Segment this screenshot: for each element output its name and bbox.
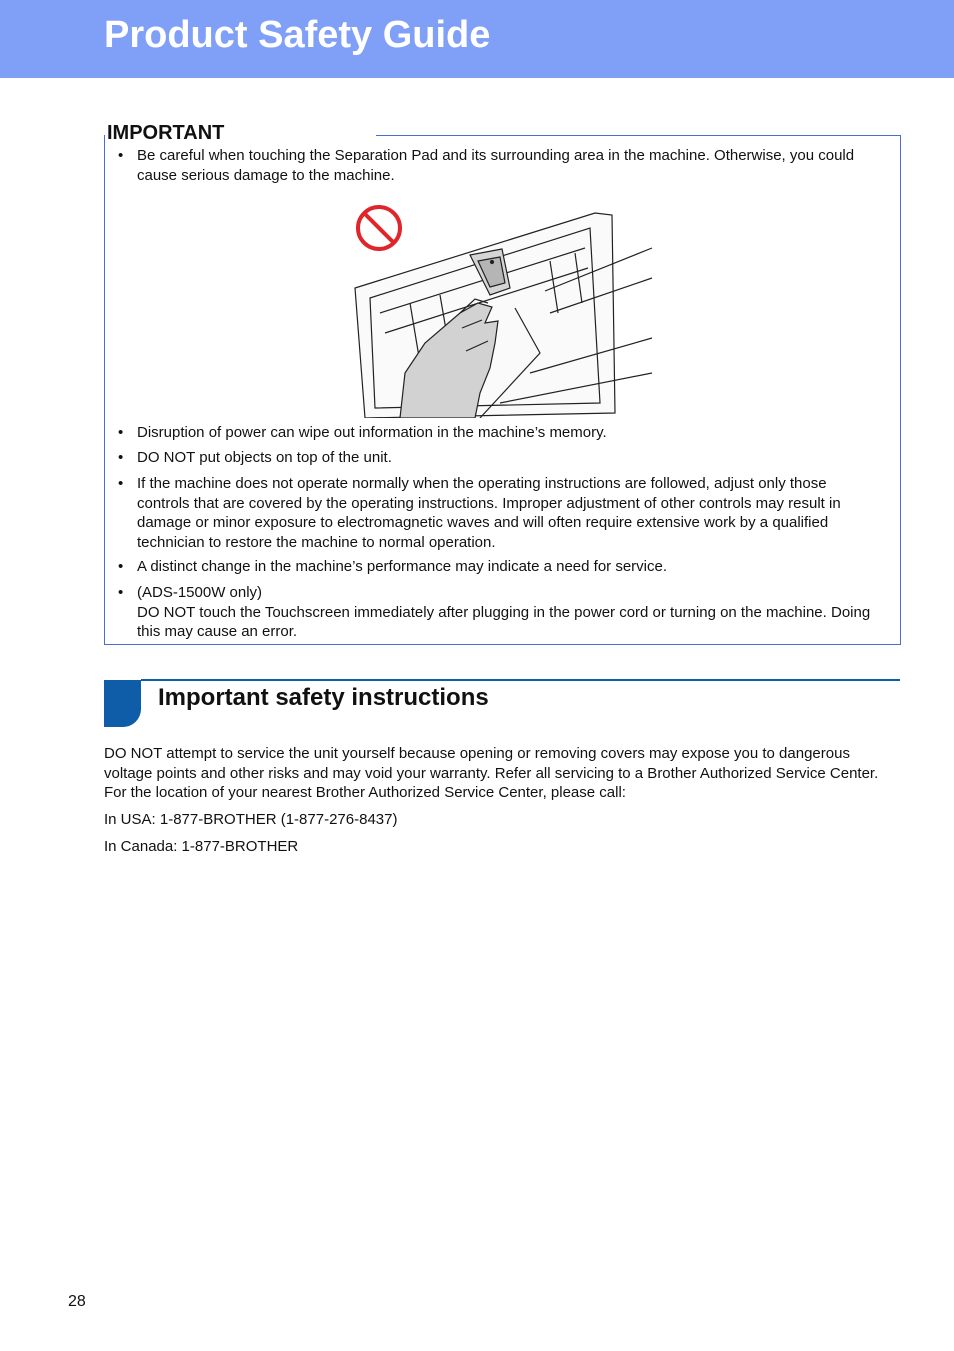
separation-pad-illustration xyxy=(350,203,655,418)
important-box xyxy=(104,135,901,645)
bullet-symbol: • xyxy=(118,558,124,575)
important-label: IMPORTANT xyxy=(107,122,225,144)
page-title: Product Safety Guide xyxy=(104,14,491,56)
scanner-icon xyxy=(355,213,652,418)
bullet-symbol: • xyxy=(118,475,124,492)
bullet-item xyxy=(118,557,878,577)
bullet-symbol: • xyxy=(118,449,124,466)
bullet-symbol: • xyxy=(118,584,124,601)
bullet-item xyxy=(118,474,878,552)
section-rule xyxy=(141,679,900,681)
bullet-item xyxy=(118,448,878,468)
bullet-text: Be careful when touching the Separation Pad and its surrounding area in the machine. Otherwise, you could cause serious damage to the machine. xyxy=(137,147,855,184)
section-marker xyxy=(104,680,141,727)
header-band xyxy=(0,0,954,78)
bullet-symbol: • xyxy=(118,424,124,441)
usa-phone-line: In USA: 1-877-BROTHER (1-877-276-8437) xyxy=(104,811,398,828)
section-heading: Important safety instructions xyxy=(158,684,489,711)
bullet-item xyxy=(118,583,878,642)
bullet-text: A distinct change in the machine’s performance may indicate a need for service. xyxy=(137,558,668,575)
bullet-item xyxy=(118,146,878,185)
page-number: 28 xyxy=(68,1293,86,1310)
bullet-text: If the machine does not operate normally when the operating instructions are followed, adjust only those controls that are covered by the operating instructions. Improper adjustment of other controls may result in damage or minor exposure to electromagnetic waves and will often require extensive work by a qualified technician to restore the machine to normal operation. xyxy=(137,475,841,551)
bullet-item xyxy=(118,423,878,443)
canada-phone-line: In Canada: 1-877-BROTHER xyxy=(104,838,299,855)
bullet-text: DO NOT put objects on top of the unit. xyxy=(137,449,392,466)
bullet-text: (ADS-1500W only) DO NOT touch the Touchscreen immediately after plugging in the power cord or turning on the machine. Doing this may cause an error. xyxy=(137,584,871,640)
bullet-text: Disruption of power can wipe out information in the machine’s memory. xyxy=(137,424,607,441)
bullet-symbol: • xyxy=(118,147,124,164)
prohibited-icon xyxy=(358,207,400,249)
safety-paragraph: DO NOT attempt to service the unit yourself because opening or removing covers may expose you to dangerous voltage points and other risks and may void your warranty. Refer all servicing to a Brother Authorized Service Center. For the location of your nearest Brother Authorized Service Center, please call: xyxy=(104,745,879,801)
